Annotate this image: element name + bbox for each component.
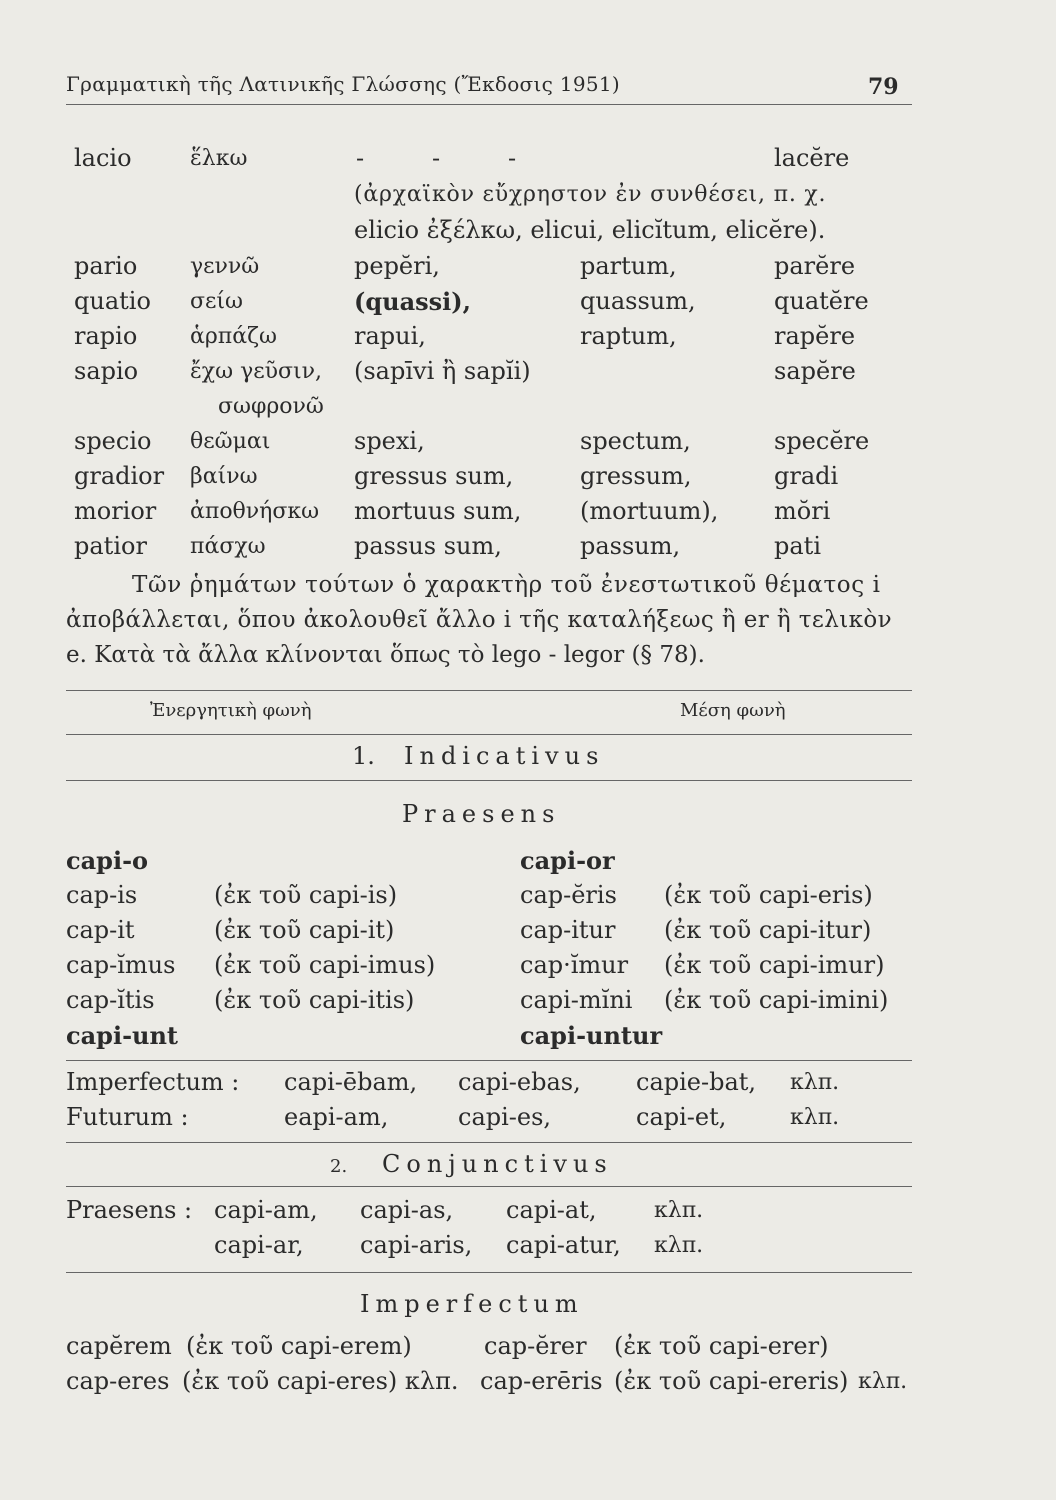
verb-latin: morior	[74, 497, 157, 525]
verb-perfect: passus sum,	[354, 532, 502, 560]
form: capi-am,	[214, 1196, 318, 1224]
form: cap-erēris	[480, 1367, 603, 1395]
verb-supine: raptum,	[580, 322, 677, 350]
verb-greek: γεννῶ	[190, 254, 260, 279]
form: capi-untur	[520, 1021, 663, 1050]
form-note: (ἐκ τοῦ capi-erem)	[186, 1332, 412, 1360]
verb-note: elicio ἐξέλκω, elicui, elicĭtum, elicĕre).	[354, 216, 826, 244]
form-note: (ἐκ τοῦ capi-it)	[214, 916, 395, 944]
paragraph-line: e. Κατὰ τὰ ἄλλα κλίνονται ὅπως τὸ lego - legor (§ 78).	[66, 642, 705, 668]
middle-voice-heading: Μέση φωνὴ	[680, 700, 786, 721]
tense-label: Futurum :	[66, 1103, 189, 1131]
form-note: (ἐκ τοῦ capi-is)	[214, 881, 398, 909]
form-note: (ἐκ τοῦ capi-erer)	[614, 1332, 829, 1360]
verb-greek: ἁρπάζω	[190, 324, 277, 349]
verb-perfect: (quassi),	[354, 287, 471, 316]
form: cap·ĭmur	[520, 951, 629, 979]
form: capi-mĭni	[520, 986, 633, 1014]
verb-latin: lacio	[74, 144, 132, 172]
verb-supine: passum,	[580, 532, 681, 560]
tense-label: Imperfectum :	[66, 1068, 240, 1096]
section-rule	[66, 1186, 912, 1187]
form: capi-as,	[360, 1196, 454, 1224]
verb-infinitive: gradi	[774, 462, 839, 490]
verb-greek-alt: σωφρονῶ	[218, 394, 324, 419]
form: capi-at,	[506, 1196, 597, 1224]
paragraph-line: Τῶν ῥημάτων τούτων ὁ χαρακτὴρ τοῦ ἐνεστωτικοῦ θέματος i	[132, 572, 881, 598]
verb-supine: gressum,	[580, 462, 692, 490]
verb-greek: σείω	[190, 289, 243, 314]
form: cap-ĕrer	[484, 1332, 587, 1360]
verb-infinitive: rapĕre	[774, 322, 856, 350]
verb-greek: ἔχω γεῦσιν,	[190, 359, 322, 384]
verb-greek: πάσχω	[190, 534, 266, 559]
active-voice-heading: Ἐνεργητικὴ φωνὴ	[150, 700, 312, 721]
etc: κλπ.	[654, 1198, 704, 1223]
verb-latin: rapio	[74, 322, 138, 350]
form: capi-atur,	[506, 1231, 621, 1259]
verb-supine: partum,	[580, 252, 677, 280]
mood-heading: Indicativus	[404, 742, 605, 770]
verb-perfect: rapui,	[354, 322, 426, 350]
verb-greek: ἀποθνήσκω	[190, 499, 320, 524]
verb-latin: gradior	[74, 462, 165, 490]
section-rule	[66, 780, 912, 781]
verb-infinitive: sapĕre	[774, 357, 856, 385]
mood-number: 1.	[352, 742, 375, 770]
form: capi-ēbam,	[284, 1068, 418, 1096]
form-note: (ἐκ τοῦ capi-eris)	[664, 881, 873, 909]
form: capi-aris,	[360, 1231, 473, 1259]
form-note: (ἐκ τοῦ capi-ereris)	[614, 1367, 849, 1395]
verb-latin: patior	[74, 532, 147, 560]
form: eapi-am,	[284, 1103, 389, 1131]
verb-latin: sapio	[74, 357, 139, 385]
form: capi-unt	[66, 1021, 179, 1050]
form: cap-ĕris	[520, 881, 617, 909]
form: cap-is	[66, 881, 138, 909]
page-number: 79	[868, 74, 899, 100]
verb-infinitive: quatĕre	[774, 287, 869, 315]
form: capie-bat,	[636, 1068, 757, 1096]
verb-supine: (mortuum),	[580, 497, 719, 525]
section-rule	[66, 734, 912, 735]
verb-infinitive: specĕre	[774, 427, 870, 455]
form: capi-es,	[458, 1103, 552, 1131]
form: cap-eres	[66, 1367, 170, 1395]
verb-greek: θεῶμαι	[190, 429, 271, 454]
verb-latin: specio	[74, 427, 152, 455]
paragraph-line: ἀποβάλλεται, ὅπου ἀκολουθεῖ ἄλλο i τῆς καταλήξεως ἢ er ἢ τελικὸν	[66, 607, 893, 633]
verb-note: (ἀρχαϊκὸν εὔχρηστον ἐν συνθέσει, π. χ.	[354, 182, 827, 207]
verb-perfect: -	[356, 144, 365, 172]
form-note: (ἐκ τοῦ capi-itis)	[214, 986, 415, 1014]
verb-greek: ἕλκω	[190, 146, 248, 171]
running-header: Γραμματικὴ τῆς Λατινικῆς Γλώσσης (Ἔκδοσις 1951)	[66, 72, 621, 96]
tense-label: Praesens :	[66, 1196, 193, 1224]
header-rule	[66, 104, 912, 105]
verb-perfect: mortuus sum,	[354, 497, 522, 525]
form: capi-et,	[636, 1103, 727, 1131]
mood-heading: Conjunctivus	[382, 1150, 613, 1178]
form-note: (ἐκ τοῦ capi-imini)	[664, 986, 889, 1014]
form: cap-it	[66, 916, 135, 944]
verb-supine: spectum,	[580, 427, 691, 455]
form: capi-or	[520, 846, 615, 875]
verb-infinitive: lacĕre	[774, 144, 850, 172]
verb-greek: βαίνω	[190, 464, 258, 489]
form: cap-itur	[520, 916, 616, 944]
verb-supine: quassum,	[580, 287, 696, 315]
section-rule	[66, 690, 912, 691]
section-rule	[66, 1142, 912, 1143]
etc: κλπ.	[858, 1369, 908, 1394]
section-rule	[66, 1272, 912, 1273]
form-note: (ἐκ τοῦ capi-eres) κλπ.	[182, 1367, 459, 1395]
verb-infinitive: pati	[774, 532, 821, 560]
verb-perfect: (sapīvi ἢ sapĭi)	[354, 357, 531, 385]
etc: κλπ.	[654, 1233, 704, 1258]
form: capi-ebas,	[458, 1068, 581, 1096]
verb-perfect: gressus sum,	[354, 462, 514, 490]
etc: κλπ.	[790, 1070, 840, 1095]
verb-supine: -	[432, 144, 441, 172]
form-note: (ἐκ τοῦ capi-imus)	[214, 951, 436, 979]
form-note: (ἐκ τοῦ capi-itur)	[664, 916, 872, 944]
verb-dash: -	[508, 144, 517, 172]
section-rule	[66, 1060, 912, 1061]
verb-infinitive: mŏri	[774, 497, 831, 525]
form: capi-o	[66, 846, 149, 875]
etc: κλπ.	[790, 1105, 840, 1130]
mood-number: 2.	[330, 1156, 348, 1177]
form: cap-ĭtis	[66, 986, 155, 1014]
tense-heading: Imperfectum	[360, 1290, 584, 1318]
tense-heading: Praesens	[402, 800, 561, 828]
verb-perfect: pepĕri,	[354, 252, 440, 280]
verb-perfect: spexi,	[354, 427, 425, 455]
verb-latin: pario	[74, 252, 138, 280]
form-note: (ἐκ τοῦ capi-imur)	[664, 951, 885, 979]
form: capi-ar,	[214, 1231, 304, 1259]
form: cap-ĭmus	[66, 951, 176, 979]
verb-infinitive: parĕre	[774, 252, 856, 280]
verb-latin: quatio	[74, 287, 151, 315]
form: capĕrem	[66, 1332, 172, 1360]
